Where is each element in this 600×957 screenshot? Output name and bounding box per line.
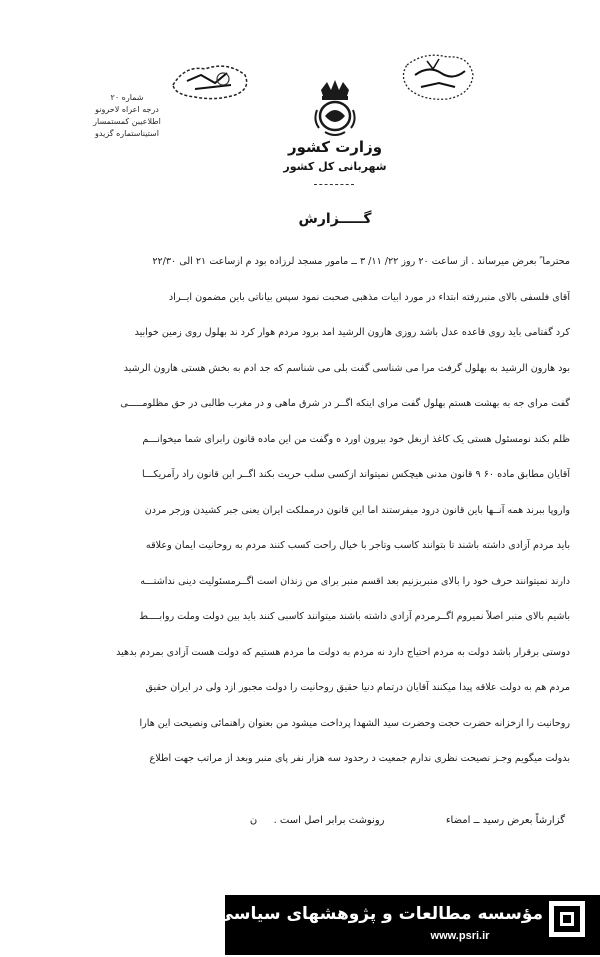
closing-mark: ن [249,815,258,826]
body-line: روحانیت را ازخزانه حضرت حجت وحضرت سید الشهدا پرداخت میشود من بعنوان راهنمائی ونصیحت این هارا [139,717,570,729]
body-line: دوستی برقرار باشد دولت به مردم احتیاج دارد نه مردم به دولت ما مردم هستیم که دولت هست آزادی بمردم بدهید [116,646,570,658]
body-line: واروپا ببرند همه آنــها باین قانون درود میفرستند اما این قانون درمملکت ایران یعنی جبر کشیدن وزجر مردن [144,504,570,516]
stamp-top-right [395,45,480,105]
body-line: کرد گفتامی باید روی قاعده عدل باشد روزی هارون الرشید امد برود مردم هوار کرد ند بهلول روی زمین خوابید [134,327,570,338]
closing-signature: گزارشاً بعرض رسید ــ امضاء [445,815,565,826]
institute-name: مؤسسه مطالعات و پژوهشهای سیاسی [216,904,543,924]
department-name: شهربانی کل کشور [283,160,387,173]
body-line: محترما ً بعرض میرساند . از ساعت ۲۰ روز ۲۲/ ۱۱/ ۳ ــ مامور مسجد لرزاده بود م ازساعت ۲۱ الی ۲۲/۳۰ [152,256,570,267]
body-line: باشیم بالای منبر اصلاً نمیروم اگــرمردم آزادی داشته باشند میتوانند کاسبی کنند باید بین دولت وملت روابــــط [139,611,570,622]
header-left-line: اطلاعیبن کمستمسار [93,117,161,126]
body-line: ظلم بکند نومسئول هستی یک کاغذ ازبغل خود بیرون اورد ه وگفت من این ماده قانون رابرای شما میخوانـــم [142,433,570,445]
institute-url[interactable]: www.psri.ir [430,930,490,942]
body-line: آقایان مطابق ماده ۶۰ ۹ قانون مدنی هیچکس نمیتواند ازکسی سلب حریت بکند اگــر این قانون راد رآمریکـــا [141,469,570,480]
header-left-line: استیناستماره گزیدو [95,129,159,138]
body-line: گفت مرای جه به بهشت هستم بهلول گفت مرای اینکه اگــر در شرق ماهی و در مغرب طالبی در حق مظلومـــــی [120,398,570,409]
report-title: گـــــزارش [298,211,372,227]
body-line: آقای فلسفی بالای منبررفته ابتداء در مورد ابیات مذهبی صحبت نمود سپس بیاناتی باین مضمون ایــراد [168,291,570,303]
header-divider [314,184,354,185]
header-left-line: درجه اعراه لاحرونو [95,105,159,114]
header-left-line: شماره ۲۰ [110,93,144,102]
body-line: باید مردم آزادی داشته باشند تا بتوانند کاسب وتاجر با خیال راحت کسب کنند مردم به روحانیت ایمان وعلاقه [145,540,570,551]
crown-emblem-icon [311,80,359,138]
header-left-block [72,92,182,140]
body-line: بود هارون الرشید به بهلول گرفت مرا می شناسی گفت بلی می شناسم که جد ادم به بخش هستی هارون الرشید [123,362,570,374]
body-line: بدولت میگویم وجـز نصیحت نظری ندارم جمعیت د رحدود سه هزار نفر پای منبر وبعد از مراتب جهت اطلاع [149,753,570,764]
ministry-name: وزارت کشور [287,138,383,156]
closing-copy-note: رونوشت برابر اصل است . [273,815,385,826]
body-line: مردم هم به دولت علاقه پیدا میکنند آقایان درتمام دنیا حقیق روحانیت را دولت مجبور ازد ولی در ایران حقیق [145,682,570,693]
closing-line [45,815,565,826]
report-body [32,255,570,788]
institute-logo-icon [548,900,586,938]
body-line: دارند نمیتوانند حرف خود را بالای منبربزنیم بعد اقسم منبر برای من زندان است اگــرمسئولیت دینی نداشتـــه [140,575,570,587]
